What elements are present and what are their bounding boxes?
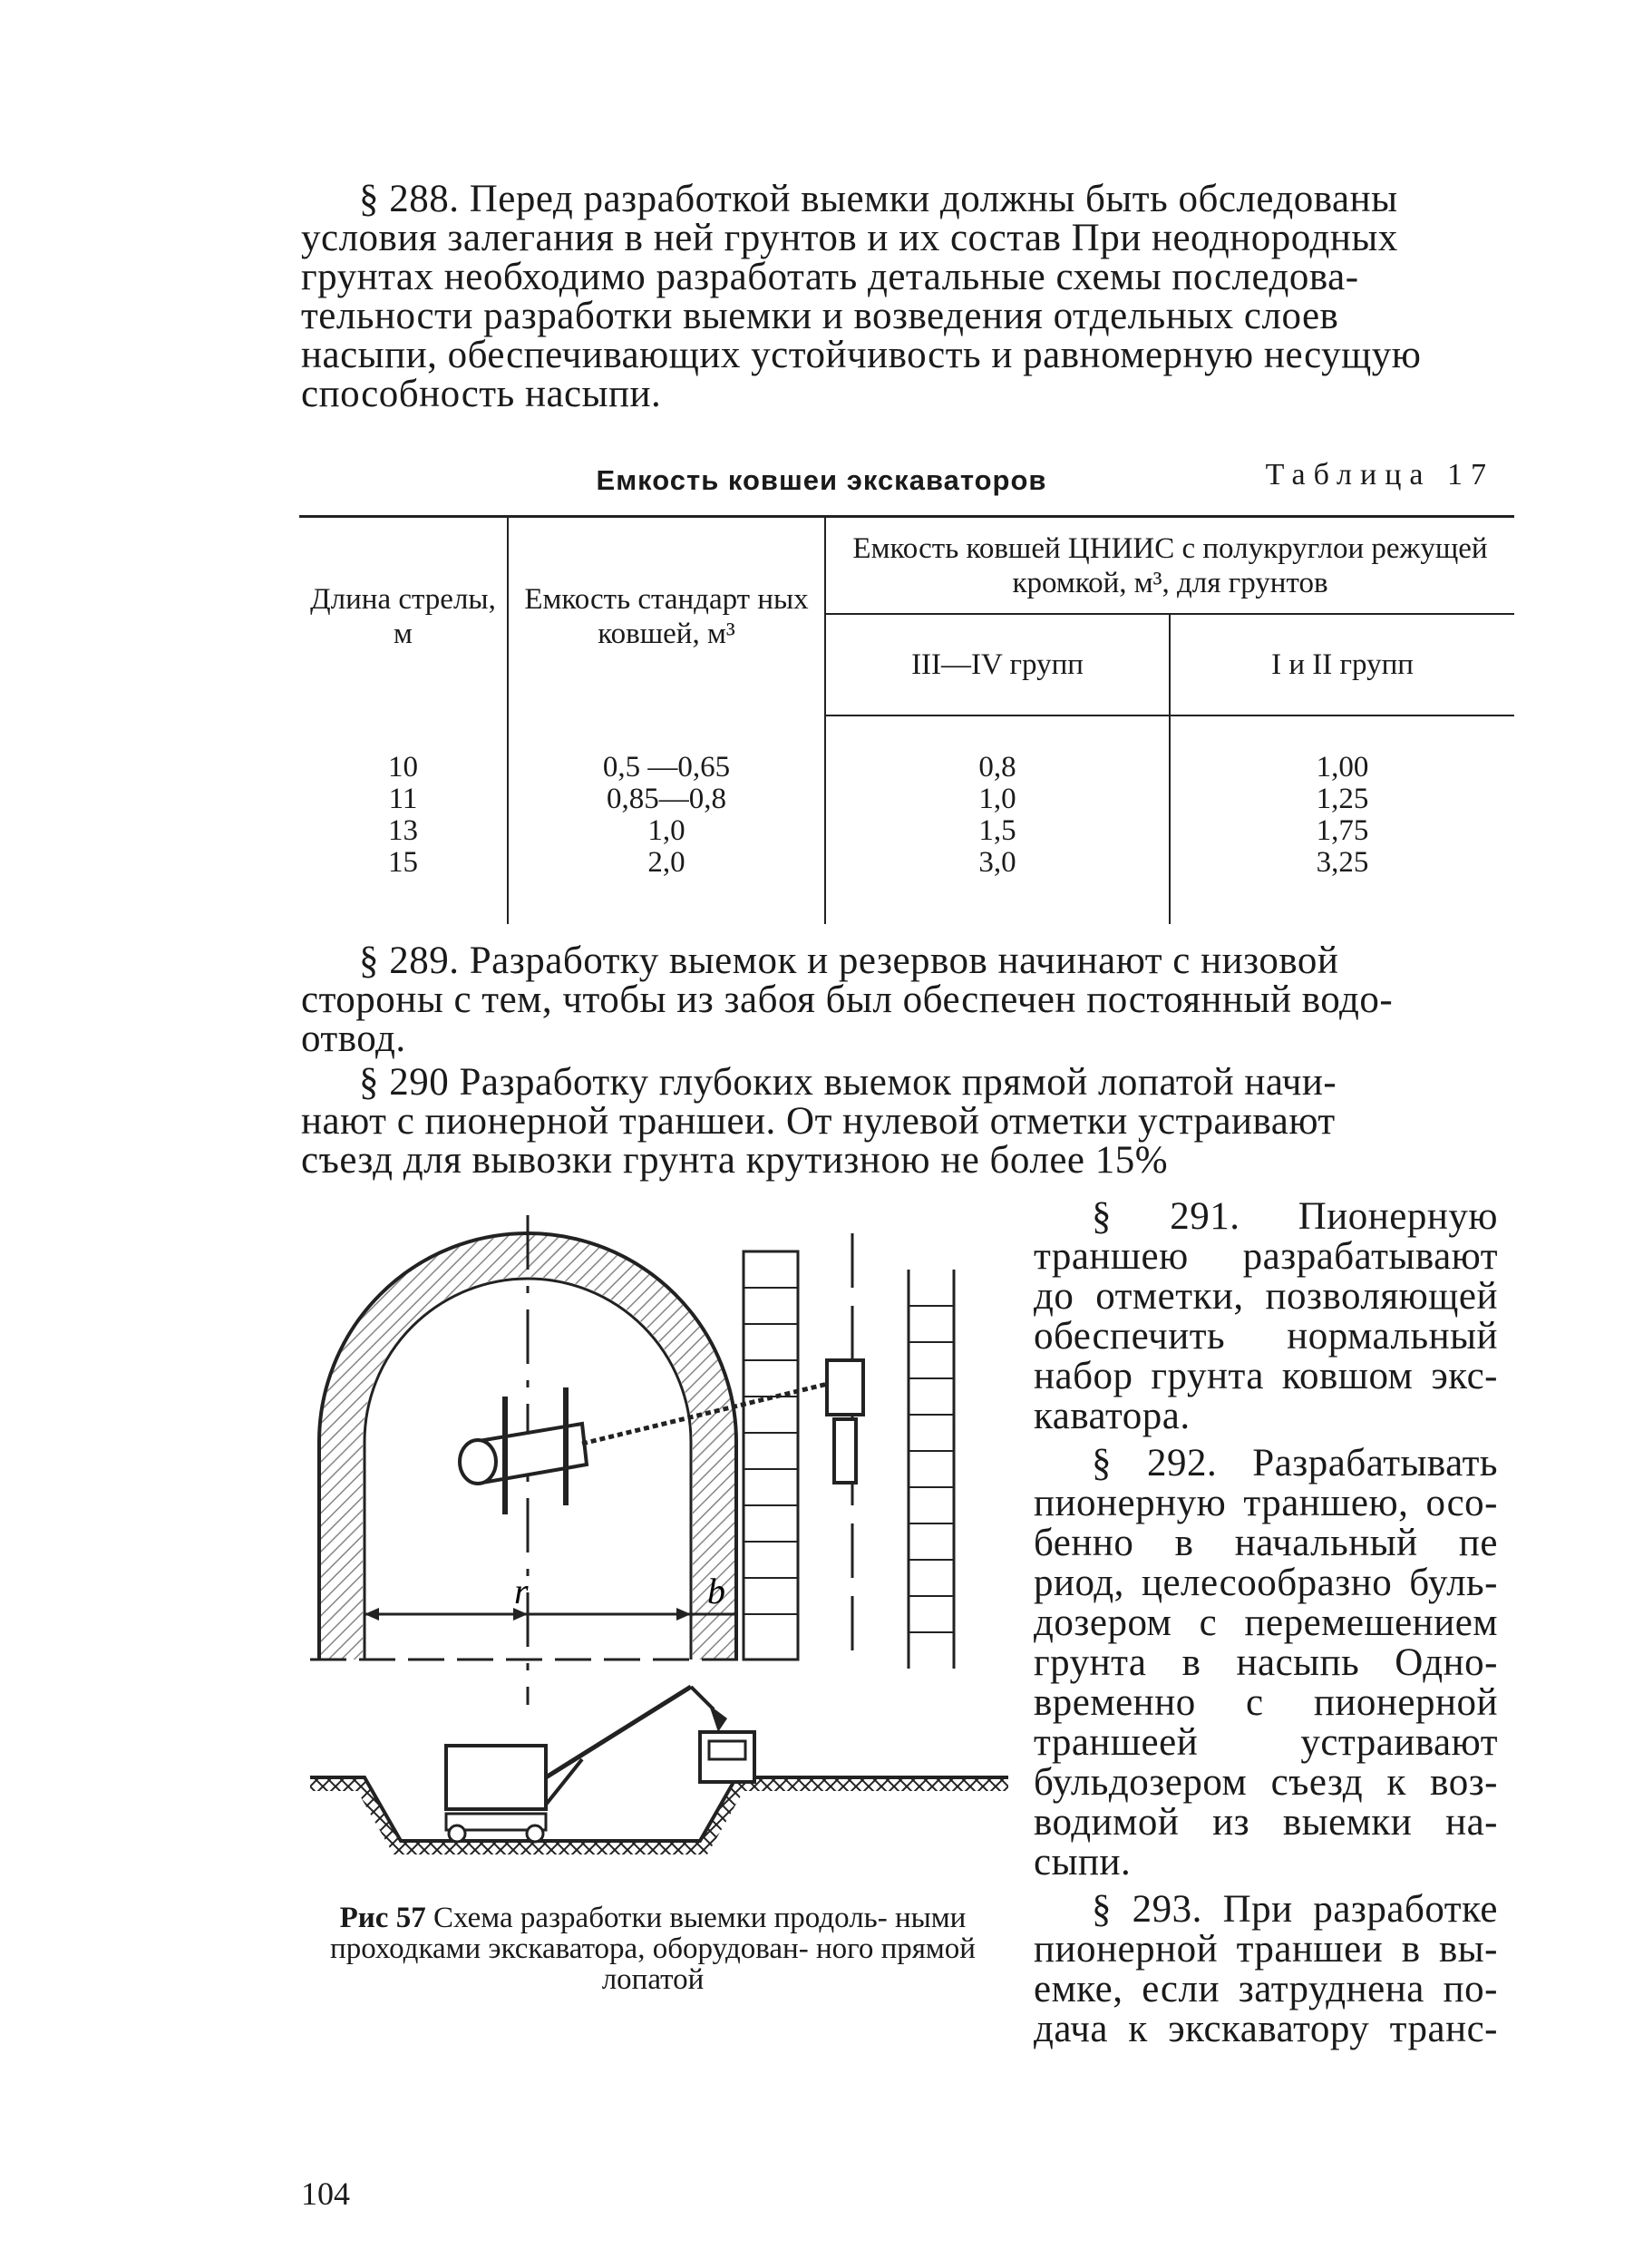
text-line: грунта в насыпь Одно- (1034, 1641, 1498, 1684)
text-line: бульдозером съезд к воз- (1034, 1761, 1498, 1804)
paragraph-289 (301, 941, 1498, 1058)
text-line: съезд для вывозки грунта крутизною не более 15% (301, 1139, 1169, 1182)
text-line: водимой из выемки на- (1034, 1801, 1498, 1844)
col-header-group-1-2: I и II групп (1170, 614, 1514, 715)
text-line: § 289. Разработку выемок и резервов начинают с низовой (359, 939, 1339, 982)
text-line: бенно в начальный пе (1034, 1522, 1498, 1564)
text-line: § 290 Разработку глубоких выемок прямой лопатой начи- (359, 1061, 1337, 1104)
text-line: риод, целесообразно буль- (1034, 1562, 1498, 1604)
text-line: стороны с тем, чтобы из забоя был обеспечен постоянный водо- (301, 978, 1394, 1021)
col-header-cniis: Емкость ковшей ЦНИИС с полукруглои режущей кромкой, м³, для грунтов (825, 517, 1514, 615)
col-header-group-3-4: III—IV групп (825, 614, 1170, 715)
dimension-lines (365, 1571, 736, 1623)
text-line: траншеей устраивают (1034, 1721, 1498, 1764)
table-row (299, 847, 1514, 879)
text-line: набор грунта ковшом экс- (1034, 1355, 1498, 1397)
excavation-scheme-diagram (310, 1215, 1017, 1868)
text-line: грунтах необходимо разработать детальные схемы последова- (301, 256, 1359, 298)
label-r: r (514, 1571, 529, 1611)
text-line: сыпи. (1034, 1841, 1132, 1884)
paragraph-291-293 (1034, 1197, 1498, 2049)
text-line: обеспечить нормальный (1034, 1315, 1498, 1358)
text-line: отвод. (301, 1017, 406, 1060)
text-line: насыпи, обеспечивающих устойчивость и равномерную несущую (301, 334, 1422, 376)
text-line: емке, если затруднена по- (1034, 1968, 1498, 2010)
text-line: § 291. Пионерную (1092, 1195, 1498, 1238)
text-line: каватора. (1034, 1395, 1191, 1437)
text-line: до отметки, позволяющей (1034, 1275, 1498, 1318)
table-row (299, 784, 1514, 815)
paragraph-288 (301, 180, 1498, 414)
text-line: пионерной траншеи в вы- (1034, 1928, 1498, 1971)
caption-text: Схема разработки выемки продоль- ными проходками экскаватора, оборудован- ного прямой лопатой (330, 1902, 976, 1996)
page-number: 104 (301, 2176, 350, 2212)
col-header-length: Длина стрелы, м (310, 583, 496, 650)
cell-length: 13 (388, 814, 418, 847)
cell-group-3-4: 0,8 (825, 752, 1170, 784)
cell-standard: 1,0 (508, 815, 825, 847)
text-line: временно с пионерной (1034, 1681, 1498, 1724)
paragraph-290 (301, 1063, 1498, 1180)
text-line: пионерную траншею, осо- (1034, 1482, 1498, 1524)
cell-length: 10 (388, 751, 418, 784)
cell-group-1-2: 3,25 (1170, 847, 1514, 879)
text-line: способность насыпи. (301, 373, 662, 415)
text-line: § 292. Разрабатывать (1092, 1442, 1498, 1484)
table-label: Таблица 17 (1265, 458, 1494, 492)
excavator-bucket-table (299, 515, 1514, 924)
text-line: нают с пионерной траншеи. От нулевой отметки устраивают (301, 1100, 1336, 1143)
cell-standard: 0,5 —0,65 (508, 752, 825, 784)
col-header-standard: Емкость стандарт ных ковшей, м³ (508, 517, 825, 716)
table-row (299, 752, 1514, 784)
figure-57 (310, 1215, 1017, 1868)
excavator-plan (460, 1360, 863, 1514)
cell-length: 15 (388, 846, 418, 879)
cell-group-3-4: 1,0 (825, 784, 1170, 815)
cross-section (310, 1687, 1008, 1854)
text-line: условия залегания в ней грунтов и их состав При неоднородных (301, 217, 1398, 259)
table-row (299, 815, 1514, 847)
cell-standard: 0,85—0,8 (508, 784, 825, 815)
text-line: траншею разрабатывают (1034, 1235, 1498, 1278)
text-line: тельности разработки выемки и возведения отдельных слоев (301, 295, 1339, 337)
cell-group-1-2: 1,00 (1170, 752, 1514, 784)
cell-group-3-4: 3,0 (825, 847, 1170, 879)
cell-group-3-4: 1,5 (825, 815, 1170, 847)
cell-group-1-2: 1,75 (1170, 815, 1514, 847)
figure-caption (308, 1903, 997, 1995)
cell-group-1-2: 1,25 (1170, 784, 1514, 815)
text-line: дача к экскаватору транс- (1034, 2008, 1498, 2050)
cell-length: 11 (388, 783, 418, 815)
table-title: Емкость ковшеи экскаваторов (596, 464, 1047, 496)
caption-prefix: Рис 57 (339, 1902, 426, 1934)
text-line: § 293. При разработке (1092, 1888, 1498, 1931)
text-line: дозером с перемешением (1034, 1601, 1498, 1644)
text-line: § 288. Перед разработкой выемки должны быть обследованы (359, 178, 1398, 220)
label-b: b (707, 1571, 725, 1611)
cell-standard: 2,0 (508, 847, 825, 879)
